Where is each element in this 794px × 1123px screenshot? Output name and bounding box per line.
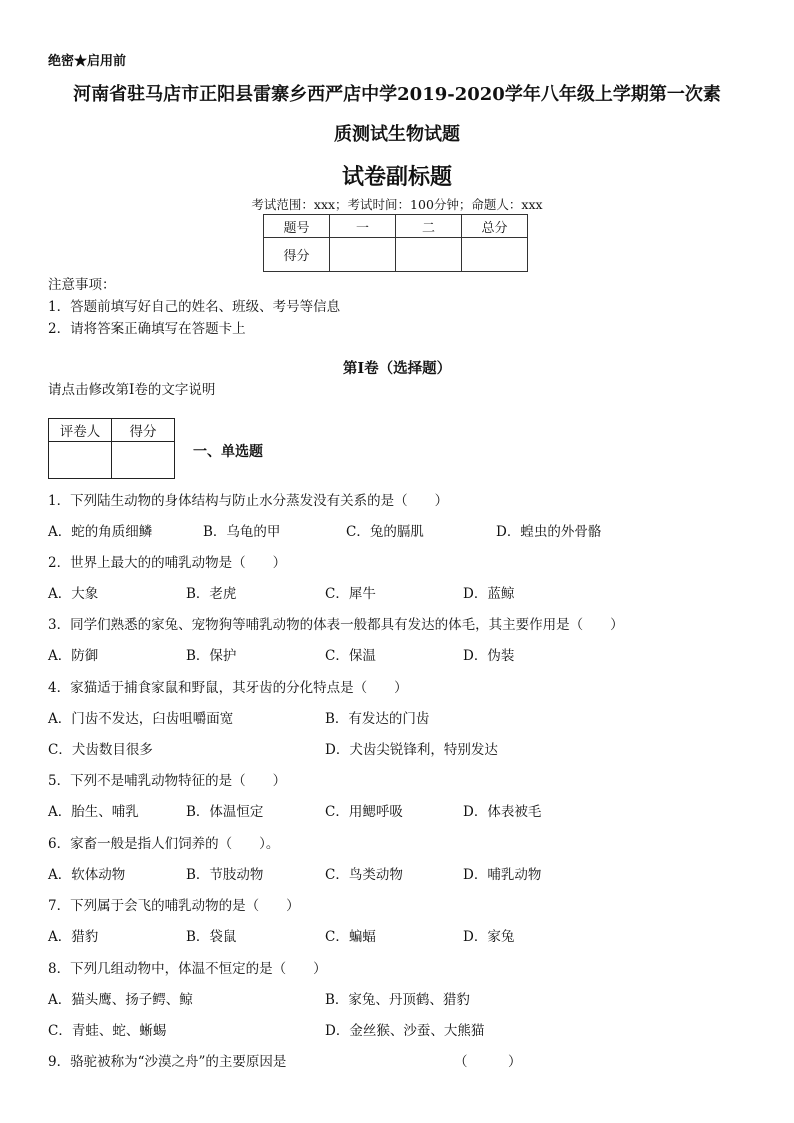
score-table (263, 214, 528, 272)
question-stem: 7．下列属于会飞的哺乳动物的是（ ） (48, 898, 300, 914)
question-stem: 6．家畜一般是指人们饲养的（ ）。 (48, 836, 280, 852)
reviewer-table (48, 418, 175, 479)
question-option: A．软体动物 (48, 867, 126, 883)
question-option: A．猎豹 (48, 929, 99, 945)
part-title: 一、单选题 (193, 444, 263, 460)
confidential-label: 绝密★启用前 (48, 54, 127, 69)
score-header-cell: 二 (396, 215, 462, 238)
score-row-label: 得分 (264, 238, 330, 272)
section-title: 第I卷（选择题） (342, 360, 452, 377)
score-cell (396, 238, 462, 272)
notes-item: 1．答题前填写好自己的姓名、班级、考号等信息 (48, 299, 341, 315)
question-option: D．蓝鲸 (463, 586, 515, 602)
question-option: B．家兔、丹顶鹤、猎豹 (325, 992, 470, 1008)
question-option: B．节肢动物 (186, 867, 264, 883)
question-option: A．门齿不发达，臼齿咀嚼面宽 (48, 711, 234, 727)
section-description[interactable]: 请点击修改第I卷的文字说明 (48, 382, 216, 398)
reviewer-header-cell: 评卷人 (49, 419, 112, 442)
question-option: C．兔的膈肌 (346, 524, 424, 540)
question-option: D．犬齿尖锐锋利，特别发达 (325, 742, 498, 758)
score-cell (330, 238, 396, 272)
exam-subtitle: 试卷副标题 (341, 164, 452, 190)
question-stem: 9．骆驼被称为“沙漠之舟”的主要原因是 (48, 1054, 287, 1070)
answer-blank: （ ） (454, 1054, 522, 1070)
reviewer-cell (49, 442, 112, 479)
question-option: D．蝗虫的外骨骼 (496, 524, 602, 540)
exam-info: 考试范围：xxx；考试时间：100分钟；命题人：xxx (251, 197, 543, 212)
question-option: D．哺乳动物 (463, 867, 542, 883)
question-option: C．犀牛 (325, 586, 376, 602)
question-option: B．袋鼠 (186, 929, 237, 945)
question-option: A．防御 (48, 648, 99, 664)
question-stem: 3．同学们熟悉的家兔、宠物狗等哺乳动物的体表一般都具有发达的体毛，其主要作用是（ ） (48, 617, 624, 633)
question-option: A．胎生、哺乳 (48, 804, 139, 820)
question-option: C．鸟类动物 (325, 867, 403, 883)
notes-title: 注意事项： (48, 277, 116, 293)
question-stem: 5．下列不是哺乳动物特征的是（ ） (48, 773, 287, 789)
question-option: A．蛇的角质细鳞 (48, 524, 153, 540)
question-option: C．犬齿数目很多 (48, 742, 153, 758)
question-option: B．保护 (186, 648, 237, 664)
exam-title-line1: 河南省驻马店市正阳县雷寨乡西严店中学2019-2020学年八年级上学期第一次素 (73, 84, 721, 105)
question-stem: 1．下列陆生动物的身体结构与防止水分蒸发没有关系的是（ ） (48, 493, 449, 509)
question-option: D．体表被毛 (463, 804, 542, 820)
question-option: B．乌龟的甲 (203, 524, 281, 540)
notes-item: 2．请将答案正确填写在答题卡上 (48, 321, 246, 337)
score-cell (462, 238, 528, 272)
question-option: D．家兔 (463, 929, 515, 945)
question-option: C．青蛙、蛇、蜥蜴 (48, 1023, 167, 1039)
question-option: B．有发达的门齿 (325, 711, 430, 727)
score-header-cell: 一 (330, 215, 396, 238)
question-option: C．保温 (325, 648, 376, 664)
question-option: B．老虎 (186, 586, 237, 602)
question-option: D．伪装 (463, 648, 515, 664)
score-header-cell: 总分 (462, 215, 528, 238)
question-option: B．体温恒定 (186, 804, 264, 820)
reviewer-header-cell: 得分 (112, 419, 175, 442)
question-option: C．蝙蝠 (325, 929, 376, 945)
reviewer-cell (112, 442, 175, 479)
question-stem: 2．世界上最大的的哺乳动物是（ ） (48, 555, 287, 571)
question-option: C．用鳃呼吸 (325, 804, 403, 820)
score-header-cell: 题号 (264, 215, 330, 238)
question-option: A．大象 (48, 586, 99, 602)
exam-title-line2: 质测试生物试题 (334, 124, 460, 145)
question-option: D．金丝猴、沙蚕、大熊猫 (325, 1023, 485, 1039)
question-stem: 8．下列几组动物中，体温不恒定的是（ ） (48, 961, 327, 977)
question-stem: 4．家猫适于捕食家鼠和野鼠，其牙齿的分化特点是（ ） (48, 680, 408, 696)
question-option: A．猫头鹰、扬子鳄、鲸 (48, 992, 193, 1008)
